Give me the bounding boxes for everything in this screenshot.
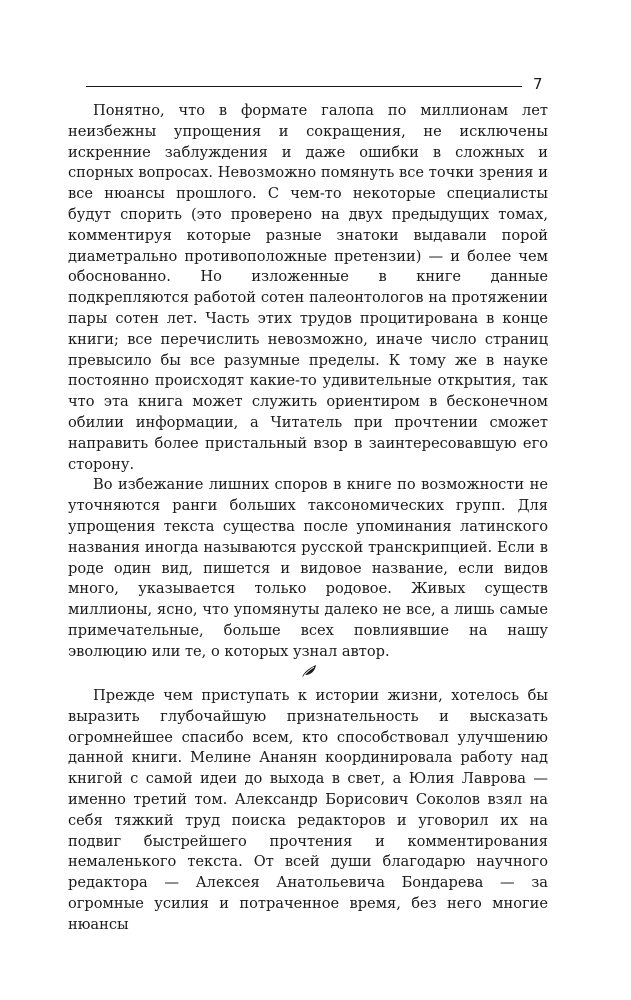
text-block-acknowledgements <box>68 686 548 936</box>
page-number: 7 <box>533 75 543 93</box>
header-rule <box>86 86 522 87</box>
text-block-main <box>68 101 548 663</box>
paragraph: Во избежание лишних споров в книге по возможности не уточняются ранги больших таксономических групп. Для упрощения текста существа после упоминания латинского названия иногда называются русской транскрипцией. Если в роде один вид, пишется и видовое название, если видов много, указывается только родовое. Живых существ миллионы, ясно, что упомянуты далеко не все, а лишь самые примечательные, больше всех повлиявшие на нашу эволюцию или те, о которых узнал автор. <box>68 476 548 660</box>
leaf-ornament-icon <box>301 664 317 678</box>
paragraph: Понятно, что в формате галопа по миллионам лет неизбежны упрощения и сокращения, не исключены искренние заблуждения и даже ошибки в сложных и спорных вопросах. Невозможно помянуть все точки зрения и все нюансы прошлого. С чем-то некоторые специалисты будут спорить (это проверено на двух предыдущих томах, комментируя которые разные знатоки выдавали порой диаметрально противоположные претензии) — и более чем обоснованно. Но изложенные в книге данные подкрепляются работой сотен палеонтологов на протяжении пары сотен лет. Часть этих трудов процитирована в конце книги; все перечислить невозможно, иначе число страниц превысило бы все разумные пределы. К тому же в науке постоянно происходят какие-то удивительные открытия, так что эта книга может служить ориентиром в бесконечном обилии информации, а Читатель при прочтении сможет направить более пристальный взор в заинтересовавшую его сторону. <box>68 102 548 473</box>
paragraph: Прежде чем приступать к истории жизни, хотелось бы выразить глубочайшую признательность и высказать огромнейшее спасибо всем, кто способствовал улучшению данной книги. Мелине Ананян координировала работу над книгой с самой идеи до выхода в свет, а Юлия Лаврова — именно третий том. Александр Борисович Соколов взял на себя тяжкий труд поиска редакторов и уговорил их на подвиг быстрейшего прочтения и комментирования немаленького текста. От всей души благодарю научного редактора — Алексея Анатольевича Бондарева — за огромные усилия и потраченное время, без него многие нюансы <box>68 687 548 933</box>
